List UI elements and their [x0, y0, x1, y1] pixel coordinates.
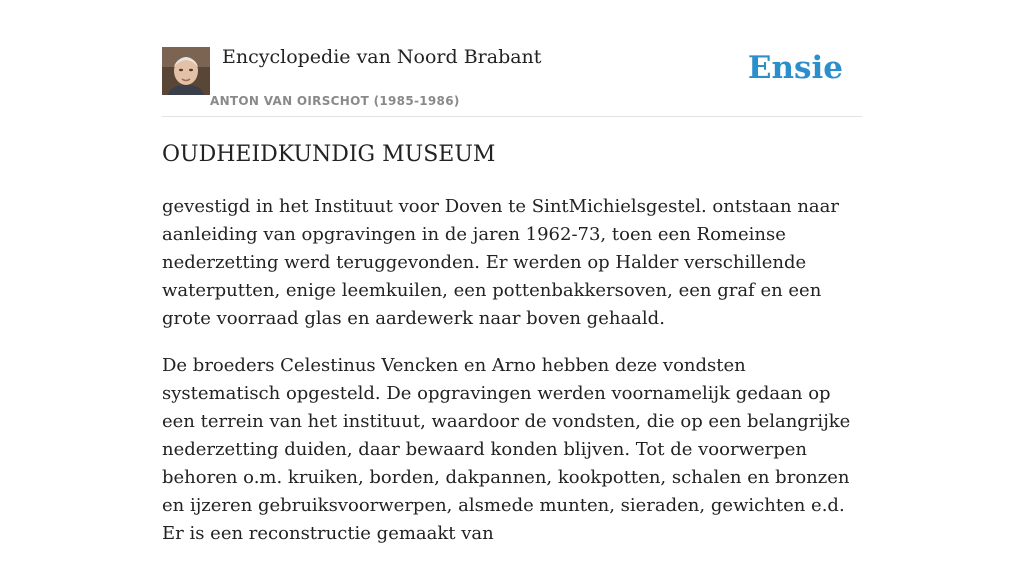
entry-title: OUDHEIDKUNDIG MUSEUM — [162, 142, 496, 167]
article-paragraph: gevestigd in het Instituut voor Doven te SintMichielsgestel. ontstaan naar aanleiding van opgravingen in de jaren 1962-73, toen een Romeinse nederzetting werd teruggevonden. Er werden op Halder verschillende waterputten, enige leemkuilen, een pottenbakkersoven, een graf en een grote voorraad glas en aardewerk naar boven gehaald. — [162, 196, 839, 329]
author-avatar[interactable] — [162, 47, 210, 95]
book-title[interactable]: Encyclopedie van Noord Brabant — [222, 46, 542, 68]
book-header — [162, 44, 862, 117]
brand-logo[interactable]: Ensie — [747, 50, 843, 86]
author-name[interactable]: ANTON VAN OIRSCHOT (1985-1986) — [210, 94, 460, 108]
author-portrait-icon — [162, 47, 210, 95]
article-paragraph: De broeders Celestinus Vencken en Arno hebben deze vondsten systematisch opgesteld. De opgravingen werden voornamelijk gedaan op een terrein van het instituut, waardoor de vondsten, die op een belangrijke nederzetting duiden, daar bewaard konden blijven. Tot de voorwerpen behoren o.m. kruiken, borden, dakpannen, kookpotten, schalen en bronzen en ijzeren gebruiksvoorwerpen, alsmede munten, sieraden, gewichten e.d. Er is een reconstructie gemaakt van — [162, 355, 851, 544]
article — [162, 138, 862, 567]
